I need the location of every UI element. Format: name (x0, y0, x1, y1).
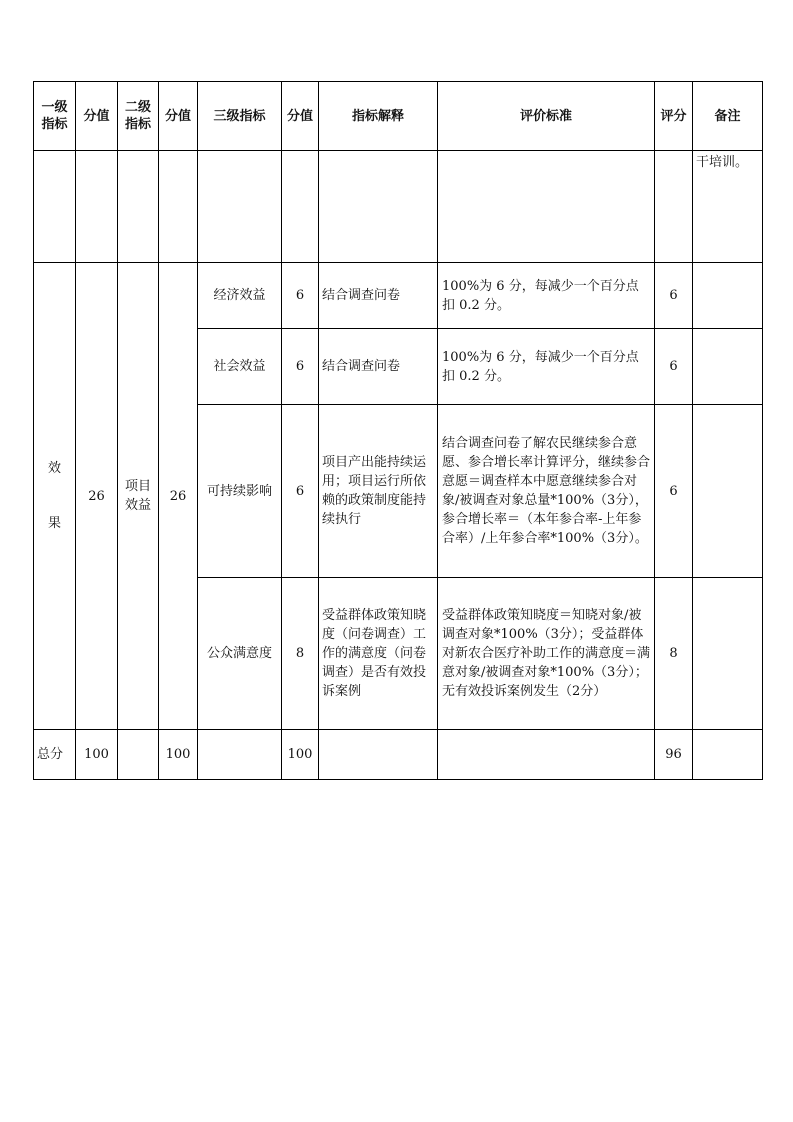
cell-empty (693, 730, 763, 780)
indicator: 可持续影响 (198, 405, 282, 578)
header-remark: 备注 (693, 82, 763, 151)
explanation: 受益群体政策知晓度（问卷调查）工作的满意度（问卷调查）是否有效投诉案例 (319, 578, 438, 730)
level2-score: 26 (159, 263, 198, 730)
cell-empty (198, 151, 282, 263)
level1-char-a: 效 (47, 461, 61, 476)
remark (693, 263, 763, 329)
header-level2-label: 二级 指标 (124, 100, 151, 132)
cell-empty (198, 730, 282, 780)
criteria: 受益群体政策知晓度＝知晓对象/被调查对象*100%（3分）；受益群体对新农合医疗补助工作的满意度＝满意对象/被调查对象*100%（3分）；无有效投诉案例发生（2分） (438, 578, 655, 730)
table-row (34, 263, 763, 329)
header-score3: 分值 (282, 82, 319, 151)
evaluation-table (33, 81, 763, 780)
header-criteria: 评价标准 (438, 82, 655, 151)
explanation: 项目产出能持续运用；项目运行所依赖的政策制度能持续执行 (319, 405, 438, 578)
rating: 6 (655, 329, 693, 405)
criteria: 100%为 6 分，每减少一个百分点扣 0.2 分。 (438, 263, 655, 329)
header-score2: 分值 (159, 82, 198, 151)
header-level3: 三级指标 (198, 82, 282, 151)
indicator-score: 8 (282, 578, 319, 730)
header-explanation: 指标解释 (319, 82, 438, 151)
indicator-score: 6 (282, 405, 319, 578)
total-rating: 96 (655, 730, 693, 780)
header-level1 (34, 82, 76, 151)
indicator-score: 6 (282, 263, 319, 329)
cell-empty (159, 151, 198, 263)
header-row (34, 82, 763, 151)
explanation: 结合调查问卷 (319, 329, 438, 405)
level1-char-b: 果 (47, 516, 61, 531)
cell-empty (34, 151, 76, 263)
level1-cell (34, 263, 76, 730)
cell-empty (282, 151, 319, 263)
remark (693, 578, 763, 730)
cell-empty (118, 151, 159, 263)
cell-empty (76, 151, 118, 263)
total-level1-score: 100 (76, 730, 118, 780)
remark (693, 329, 763, 405)
rating: 8 (655, 578, 693, 730)
cell-empty (118, 730, 159, 780)
header-level2 (118, 82, 159, 151)
total-row (34, 730, 763, 780)
cell-empty (319, 151, 438, 263)
remark (693, 405, 763, 578)
cell-empty (319, 730, 438, 780)
criteria: 100%为 6 分，每减少一个百分点扣 0.2 分。 (438, 329, 655, 405)
explanation: 结合调查问卷 (319, 263, 438, 329)
header-level1-label: 一级 指标 (41, 100, 68, 132)
level2-cell (118, 263, 159, 730)
indicator: 经济效益 (198, 263, 282, 329)
cell-empty (438, 151, 655, 263)
total-level2-score: 100 (159, 730, 198, 780)
rating: 6 (655, 263, 693, 329)
header-rating: 评分 (655, 82, 693, 151)
total-level3-score: 100 (282, 730, 319, 780)
cell-empty (655, 151, 693, 263)
continued-row (34, 151, 763, 263)
continued-remark: 干培训。 (693, 151, 763, 263)
rating: 6 (655, 405, 693, 578)
total-label: 总分 (34, 730, 76, 780)
indicator-score: 6 (282, 329, 319, 405)
indicator: 社会效益 (198, 329, 282, 405)
indicator: 公众满意度 (198, 578, 282, 730)
header-score1: 分值 (76, 82, 118, 151)
level1-score: 26 (76, 263, 118, 730)
level2-label: 项目 效益 (124, 479, 151, 513)
criteria: 结合调查问卷了解农民继续参合意愿、参合增长率计算评分，继续参合意愿＝调查样本中愿意继续参合对象/被调查对象总量*100%（3分），参合增长率＝（本年参合率-上年参合率）/上年参合率*100%（3分）。 (438, 405, 655, 578)
cell-empty (438, 730, 655, 780)
